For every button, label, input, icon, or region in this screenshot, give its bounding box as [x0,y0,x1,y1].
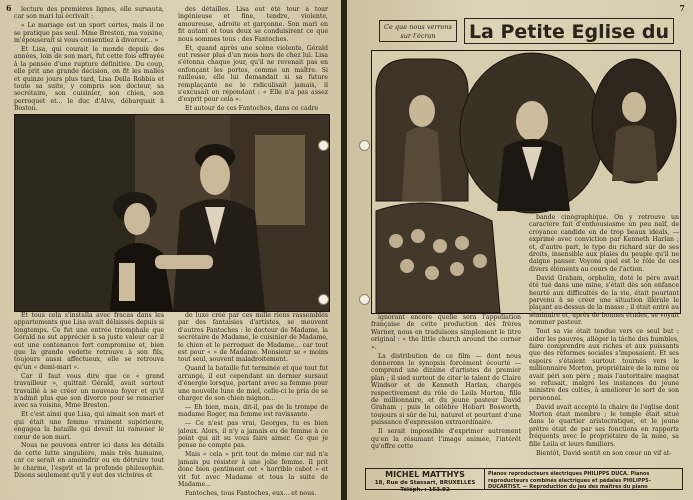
right-page [347,0,693,500]
page-number-left: 6 [6,3,12,13]
paragraph: lecture des premières lignes, elle sursauta, car son mari lui écrivait : [14,6,164,21]
paragraph: Il serait impossible d'exprimer autrement qu'en la résumant l'image animée, l'intérêt qu'offre cette [371,428,521,450]
paragraph: Bientôt, David sentit en son cœur un vif at- [536,449,672,457]
paragraph: Quand la bataille fut terminée et que tout fut arrangé, il eut cependant un dernier sursaut d'énergie lorsque, partant avec sa femme pour une nouvelle lune de miel, celle-ci le pria de se charger de son chien mignon... [178,365,328,402]
section-banner: Ce que nous verrons sur l'écran [379,20,457,42]
paragraph: ignorant encore quelle sera l'appellation française de cette production des frères Warner, nous en traduisons simplement le titre original : « the little church around the corner ». [371,314,521,351]
film-still-photo [14,114,330,312]
left-page [0,0,341,500]
left-col-3 [14,312,164,496]
paragraph: Et, quand après une scène violente, Gérald eut resser plus d'un mois hors de chez lui. Lisa s'étonna chaque jour, qu'il ne revenait pas en enfonçant les portes, comme un maître. Si railleuse, elle lui demandait si sa future remplaçante ne le ridiculisait jamais, il s'excusait en répondant : « Elle n'a pas assez d'esprit pour cela ». [178,44,328,104]
paragraph: David avait accepté la chaire de l'église dont Morton était membre ; le temple était situé dans le quartier aristocratique, et le jeune prêtre était de par ses fonctions en rapports fréquents avec le propriétaire de la mine, sa fille Leila et leurs familiers. [529,403,679,448]
paragraph: Nous ne pouvons entrer ici dans les détails de cette lutte singulière, mais très humaine, car ce serait en amoindrir ou en détruire tout le charme, l'esprit et la profonde philosophie. Disons seulement qu'il y eut des victoires et [14,442,164,480]
left-col-4 [178,312,328,496]
binder-hole [359,294,370,305]
binder-hole [318,140,329,151]
footer-advertisement [365,468,683,493]
paragraph: Mais « cela » prit tout de même car nul n'a jamais pu résister à une jolie femme. Il prit donc bien gentiment cet « horrible cabot » et vit fut avec Madame et tous la suite de Madame... [178,451,328,488]
page-number-right: 7 [679,3,685,13]
paragraph: David Graham, orphelin, doté le père avait été tué dans une mine, s'était dès son enfance heurté aux difficultés de la vie, était pourtant parvenu à se créer une situation illérale le plaçant au-dessus de la masse ; il était entré au séminaire et, après de bonnes études, se voyait nommer pasteur. [529,274,679,327]
paragraph: de luxe créé par ces mille riens rassemblés par des fantaisies d'artistes, se meuvent d'autres Fantoches : le docteur de Madame, la secrétaire de Madame, le cuisinier de Madame, le chien et le perroquet de Madame... car tout est pour « » de Madame. Monsieur se « moins tout seul, souvent maladroitement. [178,312,328,364]
paragraph: Et tous cela s'installa avec fracas dans les appartements que Lisa avait délaissés depuis si longtemps. Ce fut une entrée triomphale que Gérald ne sut apprécier à sa juste valeur car il eut une contenance fort compromise et, bien que la grande vedette retrouve à son fils, toujours aussi affectueux, elle se retrouva qu'un « demi-mari ». [14,312,164,371]
ad-merchant-name: MICHEL MATTHYS [385,470,465,479]
paragraph: des détailles. Lisa eut été tour à tour ingénieuse et fine, tendre, violente, amoureuse, adroite et garçonne. Son mari en fit autant et tous deux se conduisirent ce que nous sommes tous : des Fantoches. [178,6,328,43]
paragraph: Et autour de ces Fantoches, dans ce cadre [185,105,319,112]
paragraph: Tout sa vie était tendue vers ce seul but : aider les pauvres, alléger la tâche des humbles, faire comprendre aux riches et aux puissants que des réformes sociales s'imposaient. Et ses espoirs s'étaient surtout tournés vers le millionnaire Morton, propriétaire de la mine où avait péri son père ; mais l'autoritaire magnat se refusait, malgré les instances du jeune ministre des cultes, à améliorer le sort de son personnel. [529,328,679,402]
binder-hole [359,140,370,151]
right-col-2 [529,214,679,466]
paragraph: Et Lisa, qui courait le monde depuis des années, loin de son mari, fut cette fois effrayée à la pensée d'une rupture définitive. Du coup, elle prit une grande décision, on fit les malles et quinze jours plus tard, Lisa Della Robbia et toute sa suite, y compris son docteur, sa secrétaire, son cuisinier, son chien, son perroquet et... le duc d'Alve, débarquait à Boston. [14,46,164,112]
paragraph: — Ce n'est pas vrai, Georges, tu es bien jaloux. Alors, il n'y a jamais eu de femme à ce point qui ait su vous faire aimer. Ce que je pense ne compte pas. [178,420,328,450]
right-col-1 [371,314,521,466]
paragraph: La distribution de ce film — dont nous donnerons le synopsis forcément écourté — comprend une dizaine d'artistes de premier plan ; il sied surtout de citer le talent de Claire Windsor et de Kenneth Harlan, chargés respectivement du rôle de Leila Morton, fille de millionnaire, et du jeune pasteur David Graham ; puis le célèbre Hobart Bosworth, toujours si sûr de lui, naturel et pourtant d'une puissance d'expression extraordinaire. [371,352,521,427]
binder-hole [318,294,329,305]
paragraph: Car il faut vous dire que ce « grand travailleur », quittait Gérald, avait surtout travaillé à se créer un nouveau foyer et qu'il n'admit plus que son divorce pour se remarier avec sa voisine, Mme Breston. [14,372,164,410]
paragraph: bande cinégraphique. On y retrouve un caractère fait d'enthousiasme un peu naïf, de croyance candide en de trop beaux idéals, — exprimé avec conviction par Kenneth Harlan ; et, d'autre part, le type du richard sûr de ses droits, insensible aux plaies du peuple qu'il ne daigne panser. Voyons quel est le rôle de ces divers éléments au cours de l'action. [529,214,679,273]
ad-merchant [366,469,485,493]
ad-merchant-address: 18, Rue de Stassart, BRUXELLES Téléph. : 153.92 [374,480,476,493]
paragraph: Et c'est ainsi que Lisa, qui aimait son mari et qui était une femme vraiment supérieure, engagea la bataille qui devait lui ramener le cœur de son mari. [14,411,164,441]
paragraph: « Le mariage est un sport certes, mais il ne se pratique pas seul. Mme Breston, ma voisine, m'épouserait si vous consentiez à divorcer... » [14,22,164,45]
paragraph: — Eh bien, mais, dit-il, pas de la trompe de madame Roger, ma femme est ravissante. [178,403,328,419]
paragraph: Fantoches, tous Fantoches, eux... et nous. [185,489,317,496]
left-col-2 [178,6,328,112]
article-title: La Petite Eglise du [464,18,674,44]
film-still-illustration [15,115,329,311]
ad-description: Pianos reproducteurs électriques PHILIPPS DUCA. Pianos reproducteurs combinés électriques et pédales PHILIPPS-DUCARTIST. — Reproduction du jeu des maîtres du piano [488,471,651,490]
left-col-1 [14,6,164,112]
